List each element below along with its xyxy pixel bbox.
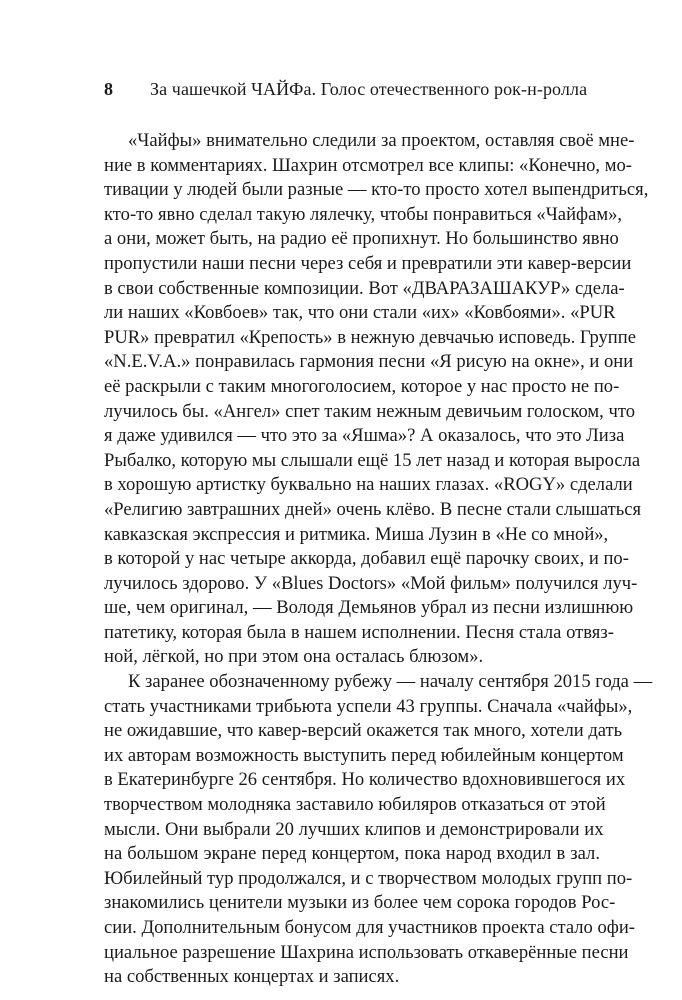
- text-line: циальное разрешение Шахрина использовать откаверённые песни: [104, 941, 629, 963]
- text-line: я даже удивился — что это за «Яшма»? А оказалось, что это Лиза: [104, 425, 625, 447]
- text-line: «Чайфы» внимательно следили за проектом, оставляя своё мне-: [128, 130, 635, 151]
- text-line: «Религию завтрашних дней» очень клёво. В песне стали слышаться: [104, 498, 642, 520]
- text-line: патетику, которая была в нашем исполнении. Песня стала отвяз-: [104, 621, 614, 643]
- text-line: лучилось бы. «Ангел» спет таким нежным девичьим голоском, что: [104, 400, 635, 422]
- text-line: в хорошую артистку буквально на наших глазах. «ROGY» сделали: [104, 474, 633, 496]
- page-number: 8: [104, 79, 113, 99]
- text-line: а они, может быть, на радио её пропихнут. Но большинство явно: [104, 228, 619, 250]
- text-line: кто-то явно сделал такую лялечку, чтобы понравиться «Чайфам»,: [104, 203, 623, 225]
- text-line: тивации у людей были разные — кто-то просто хотел выпендриться,: [104, 179, 649, 201]
- text-line: творчеством молодняка заставило юбиляров отказаться от этой: [104, 794, 606, 816]
- text-line: стать участниками трибьюта успели 43 группы. Сначала «чайфы»,: [104, 695, 633, 717]
- text-line: пропустили наши песни через себя и превратили эти кавер-версии: [104, 252, 632, 274]
- text-line: не ожидавшие, что кавер-версий окажется так много, хотели дать: [104, 720, 623, 742]
- text-line: на собственных концертах и записях.: [104, 966, 400, 988]
- text-line: в Екатеринбурге 26 сентября. Но количество вдохновившегося их: [104, 769, 626, 791]
- text-line: знакомились ценители музыки из более чем сорока городов Рос-: [104, 892, 616, 914]
- text-line: «N.E.V.A.» понравилась гармония песни «Я рисую на окне», и они: [104, 351, 634, 373]
- text-line: на большом экране перед концертом, пока народ входил в зал.: [104, 843, 600, 865]
- text-line: их авторам возможность выступить перед юбилейным концертом: [104, 744, 624, 766]
- text-line: её раскрыли с таким многоголосием, которое у нас просто не по-: [104, 375, 620, 397]
- text-line: ли наших «Ковбоев» так, что они стали «их» «Ковбоями». «PUR: [104, 302, 616, 324]
- text-line: мысли. Они выбрали 20 лучших клипов и демонстрировали их: [104, 818, 604, 840]
- text-line: кавказская экспрессия и ритмика. Миша Лузин в «Не со мной»,: [104, 523, 609, 545]
- text-line: ше, чем оригинал, — Володя Демьянов убрал из песни излишнюю: [104, 597, 634, 619]
- body-text: [104, 129, 653, 990]
- text-line: Юбилейный тур продолжался, и с творчеством молодых групп по-: [104, 867, 633, 889]
- text-line: PUR» превратил «Крепость» в нежную девчачью исповедь. Группе: [104, 326, 636, 348]
- running-head: [104, 78, 600, 100]
- text-line: лучилось здорово. У «Blues Doctors» «Мой фильм» получился луч-: [104, 572, 638, 594]
- paragraph-2: [104, 670, 653, 990]
- text-line: ние в комментариях. Шахрин отсмотрел все клипы: «Конечно, мо-: [104, 154, 632, 176]
- text-line: в которой у нас четыре аккорда, добавил ещё парочку своих, и по-: [104, 548, 629, 570]
- text-line: К заранее обозначенному рубежу — началу сентября 2015 года —: [128, 671, 653, 693]
- paragraph-1: [104, 129, 649, 670]
- text-line: в свои собственные композиции. Вот «ДВАРАЗАШАКУР» сдела-: [104, 277, 625, 299]
- text-line: Рыбалко, которую мы слышали ещё 15 лет назад и которая выросла: [104, 449, 641, 471]
- running-head-title: За чашечкой ЧАЙФа. Голос отечественного рок-н-ролла: [150, 79, 588, 99]
- text-line: ной, лёгкой, но при этом она осталась блюзом».: [104, 646, 484, 668]
- text-line: сии. Дополнительным бонусом для участников проекта стало офи-: [104, 917, 635, 938]
